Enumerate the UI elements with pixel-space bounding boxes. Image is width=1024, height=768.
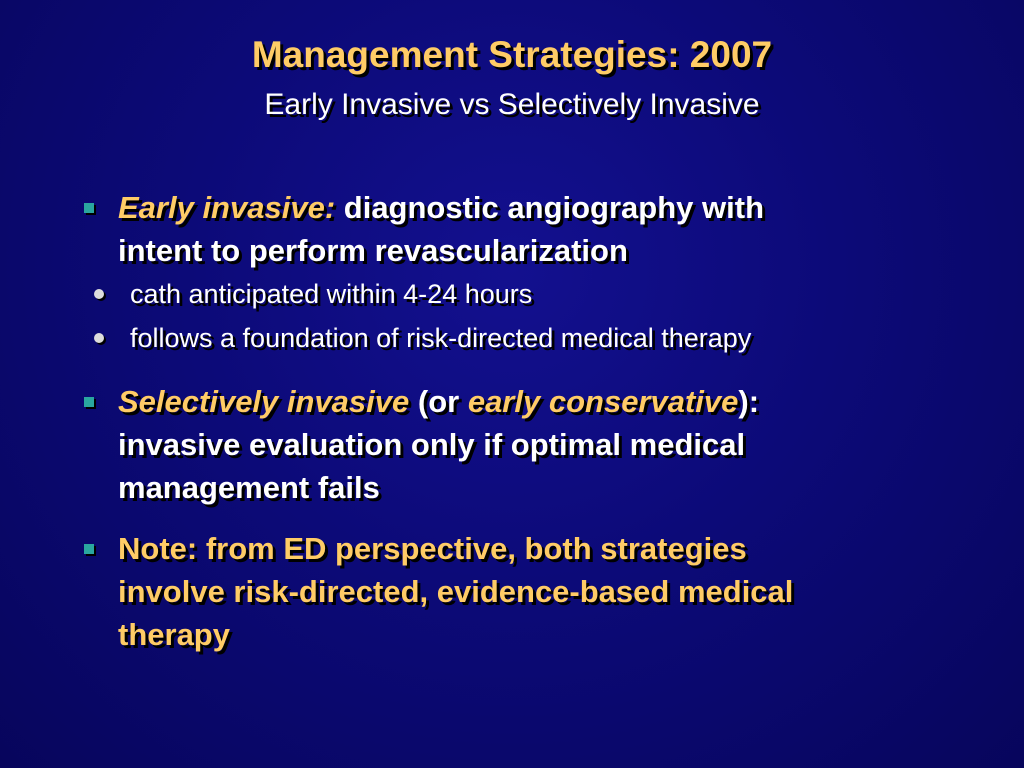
square-bullet-icon	[84, 544, 94, 554]
bullet-list	[78, 186, 978, 656]
round-bullet-icon	[94, 333, 104, 343]
term-selectively-invasive: Selectively invasive	[118, 384, 410, 419]
bullet-line: intent to perform revascularization	[118, 233, 628, 268]
sub-bullet-text: follows a foundation of risk-directed medical therapy	[130, 323, 752, 353]
slide-subtitle: Early Invasive vs Selectively Invasive	[264, 88, 760, 121]
bullet-note	[78, 527, 978, 656]
square-bullet-icon	[84, 397, 94, 407]
definition-text: diagnostic angiography with	[343, 190, 765, 225]
paren-close: ):	[738, 384, 760, 419]
term-early-invasive: Early invasive:	[118, 190, 336, 225]
sub-bullet	[78, 272, 978, 316]
bullet-line: management fails	[118, 470, 380, 505]
bullet-selectively-invasive	[78, 380, 978, 509]
term-early-conservative: early conservative	[467, 384, 739, 419]
sub-bullet	[78, 316, 978, 360]
paren-open: (or	[409, 384, 468, 419]
bullet-line	[118, 380, 978, 423]
bullet-early-invasive	[78, 186, 978, 272]
bullet-line: therapy	[118, 617, 230, 652]
bullet-line	[118, 186, 978, 229]
square-bullet-icon	[84, 203, 94, 213]
bullet-line: invasive evaluation only if optimal medical	[118, 427, 746, 462]
round-bullet-icon	[94, 289, 104, 299]
sub-bullet-text: cath anticipated within 4-24 hours	[130, 279, 533, 309]
bullet-line: Note: from ED perspective, both strategies	[118, 531, 747, 566]
bullet-line: involve risk-directed, evidence-based medical	[118, 574, 794, 609]
slide-title: Management Strategies: 2007	[251, 34, 773, 75]
